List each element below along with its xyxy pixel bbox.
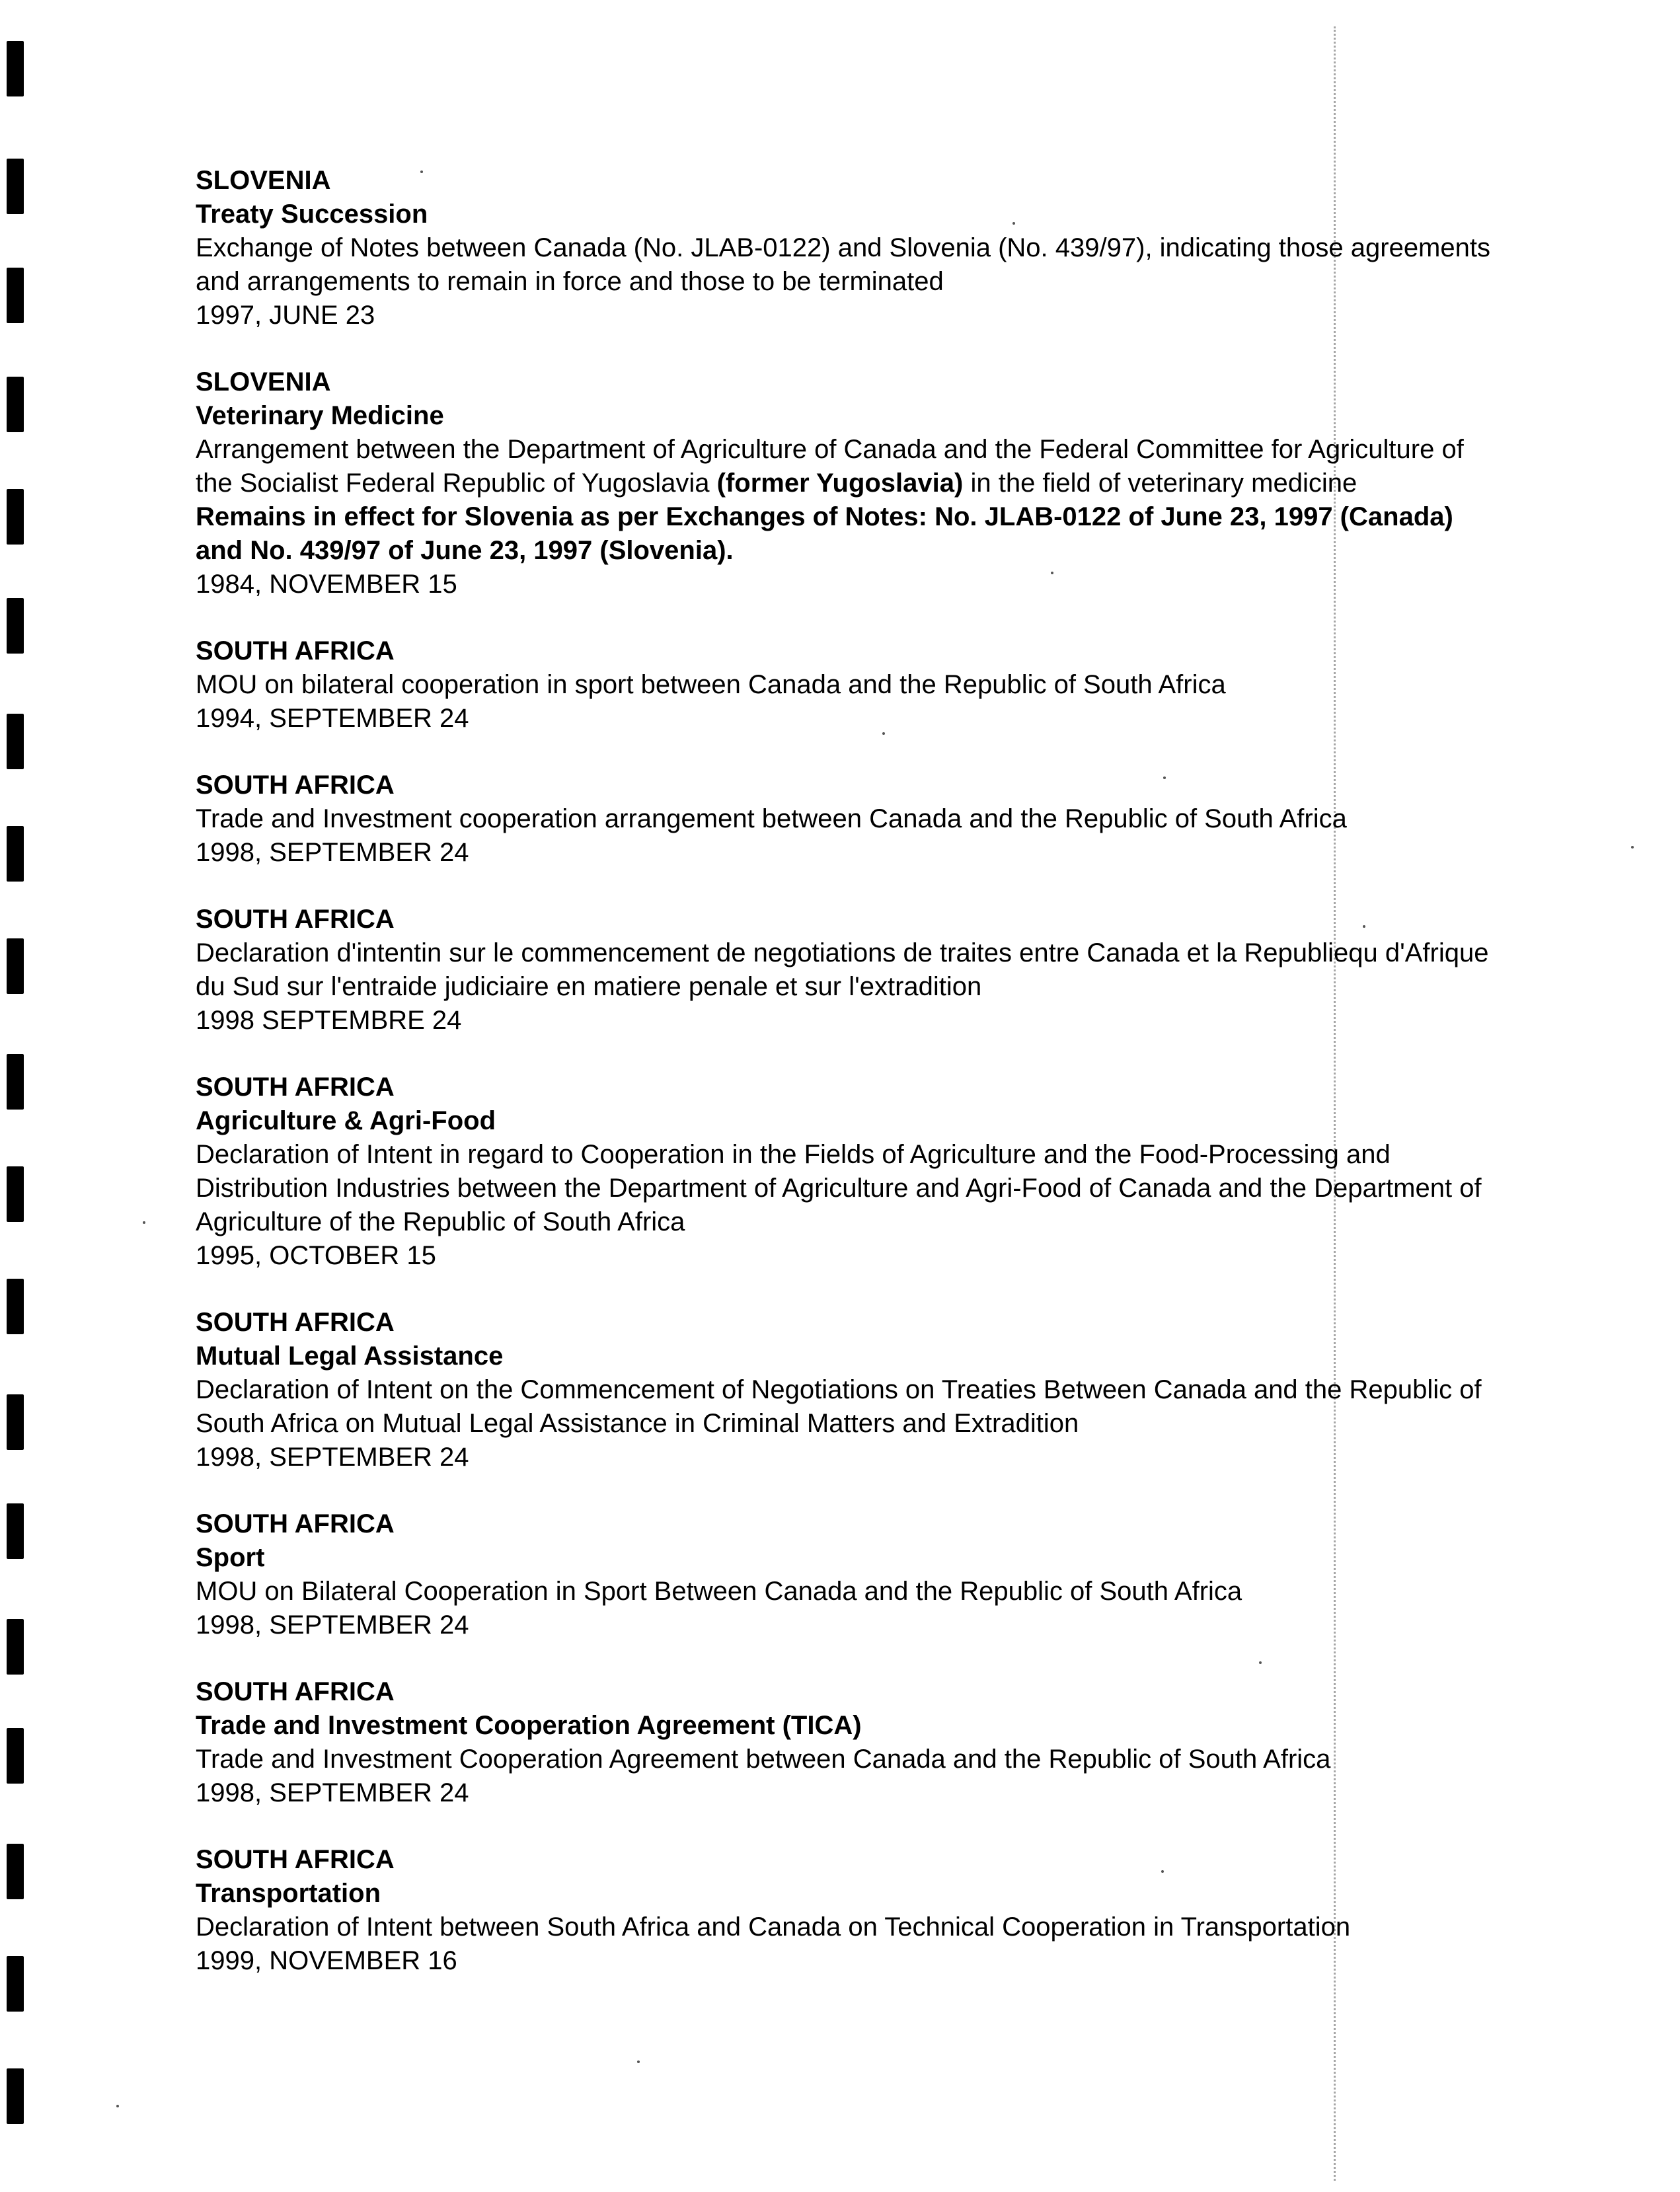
entry-date: 1998, SEPTEMBER 24 bbox=[196, 1778, 469, 1807]
punch-mark bbox=[7, 268, 24, 323]
agreement-entry bbox=[196, 1843, 1504, 1978]
punch-mark bbox=[7, 1956, 24, 2012]
agreement-entry bbox=[196, 1071, 1504, 1273]
entry-date: 1999, NOVEMBER 16 bbox=[196, 1946, 457, 1975]
agreement-entry bbox=[196, 769, 1504, 870]
entry-note: Remains in effect for Slovenia as per Exchanges of Notes: No. JLAB-0122 of June 23, 1997 (Canada) and No. 439/97 of June 23, 1997 (Slovenia). bbox=[196, 502, 1453, 565]
punch-mark bbox=[7, 41, 24, 96]
agreement-entry bbox=[196, 903, 1504, 1038]
entry-description: Exchange of Notes between Canada (No. JLAB-0122) and Slovenia (No. 439/97), indicating those agreements and arrangements to remain in force and those to be terminated bbox=[196, 233, 1490, 296]
punch-mark bbox=[7, 826, 24, 882]
punch-mark bbox=[7, 1394, 24, 1450]
entry-date: 1995, OCTOBER 15 bbox=[196, 1241, 436, 1270]
agreement-entry bbox=[196, 1507, 1504, 1642]
entry-description: Declaration of Intent between South Africa and Canada on Technical Cooperation in Transportation bbox=[196, 1912, 1351, 1942]
entry-country: SOUTH AFRICA bbox=[196, 1677, 395, 1706]
punch-mark bbox=[7, 159, 24, 214]
entry-subject: Veterinary Medicine bbox=[196, 401, 444, 430]
punch-mark bbox=[7, 1844, 24, 1899]
scan-speck bbox=[637, 2060, 640, 2063]
entry-subject: Agriculture & Agri-Food bbox=[196, 1106, 496, 1135]
entry-country: SOUTH AFRICA bbox=[196, 771, 395, 800]
agreement-entry bbox=[196, 365, 1504, 601]
entry-description-text: Arrangement between the Department of Agriculture of Canada and the Federal Committee for Agriculture of the Socialist Federal Republic of Yugoslavia bbox=[196, 435, 1464, 498]
punch-mark bbox=[7, 377, 24, 432]
entry-subject: Transportation bbox=[196, 1879, 381, 1908]
entry-description: Trade and Investment cooperation arrangement between Canada and the Republic of South Africa bbox=[196, 804, 1347, 833]
agreement-entry bbox=[196, 1675, 1504, 1810]
punch-mark bbox=[7, 938, 24, 994]
scan-speck bbox=[143, 1221, 145, 1224]
punch-mark bbox=[7, 1728, 24, 1784]
agreement-entry bbox=[196, 1306, 1504, 1474]
punch-mark bbox=[7, 1619, 24, 1675]
entry-date: 1984, NOVEMBER 15 bbox=[196, 570, 457, 599]
entry-country: SOUTH AFRICA bbox=[196, 1308, 395, 1337]
entry-description-text: in the field of veterinary medicine bbox=[963, 469, 1357, 498]
entry-description: Declaration of Intent on the Commencement of Negotiations on Treaties Between Canada and the Republic of South Africa on Mutual Legal Assistance in Criminal Matters and Extradition bbox=[196, 1375, 1482, 1438]
entry-country: SLOVENIA bbox=[196, 367, 331, 397]
punch-mark bbox=[7, 2068, 24, 2124]
punch-mark bbox=[7, 1054, 24, 1110]
entry-description: MOU on Bilateral Cooperation in Sport Between Canada and the Republic of South Africa bbox=[196, 1577, 1242, 1606]
binding-punch-strip bbox=[0, 0, 46, 2192]
entry-date: 1998, SEPTEMBER 24 bbox=[196, 838, 469, 867]
entry-subject: Sport bbox=[196, 1543, 265, 1572]
entry-date: 1998 SEPTEMBRE 24 bbox=[196, 1006, 462, 1035]
entry-country: SOUTH AFRICA bbox=[196, 1845, 395, 1874]
entry-date: 1998, SEPTEMBER 24 bbox=[196, 1443, 469, 1472]
punch-mark bbox=[7, 1279, 24, 1334]
entry-subject: Trade and Investment Cooperation Agreement (TICA) bbox=[196, 1711, 862, 1740]
entry-description: Trade and Investment Cooperation Agreement between Canada and the Republic of South Africa bbox=[196, 1745, 1331, 1774]
entry-country: SLOVENIA bbox=[196, 166, 331, 195]
entry-date: 1997, JUNE 23 bbox=[196, 301, 375, 330]
entry-date: 1994, SEPTEMBER 24 bbox=[196, 704, 469, 733]
punch-mark bbox=[7, 1166, 24, 1222]
entry-description bbox=[196, 433, 1504, 500]
agreement-entry bbox=[196, 164, 1504, 332]
entry-subject: Treaty Succession bbox=[196, 200, 428, 229]
punch-mark bbox=[7, 1503, 24, 1559]
entry-subject: Mutual Legal Assistance bbox=[196, 1342, 504, 1371]
entry-country: SOUTH AFRICA bbox=[196, 905, 395, 934]
agreements-list bbox=[196, 164, 1504, 2011]
scan-speck bbox=[1631, 846, 1634, 849]
entry-country: SOUTH AFRICA bbox=[196, 1509, 395, 1538]
punch-mark bbox=[7, 598, 24, 654]
punch-mark bbox=[7, 714, 24, 769]
agreement-entry bbox=[196, 634, 1504, 736]
entry-description: Declaration of Intent in regard to Cooperation in the Fields of Agriculture and the Food-Processing and Distribution Industries between the Department of Agriculture and Agri-Food of Canada and the Department of Agriculture of the Republic of South Africa bbox=[196, 1140, 1482, 1236]
punch-mark bbox=[7, 489, 24, 545]
entry-description-emphasis: (former Yugoslavia) bbox=[716, 469, 964, 498]
entry-country: SOUTH AFRICA bbox=[196, 636, 395, 665]
scan-speck bbox=[116, 2105, 119, 2107]
entry-description: Declaration d'intentin sur le commencement de negotiations de traites entre Canada et la Republiequ d'Afrique du Sud sur l'entraide judiciaire en matiere penale et sur l'extradition bbox=[196, 938, 1489, 1001]
entry-date: 1998, SEPTEMBER 24 bbox=[196, 1610, 469, 1640]
entry-country: SOUTH AFRICA bbox=[196, 1073, 395, 1102]
entry-description: MOU on bilateral cooperation in sport between Canada and the Republic of South Africa bbox=[196, 670, 1226, 699]
